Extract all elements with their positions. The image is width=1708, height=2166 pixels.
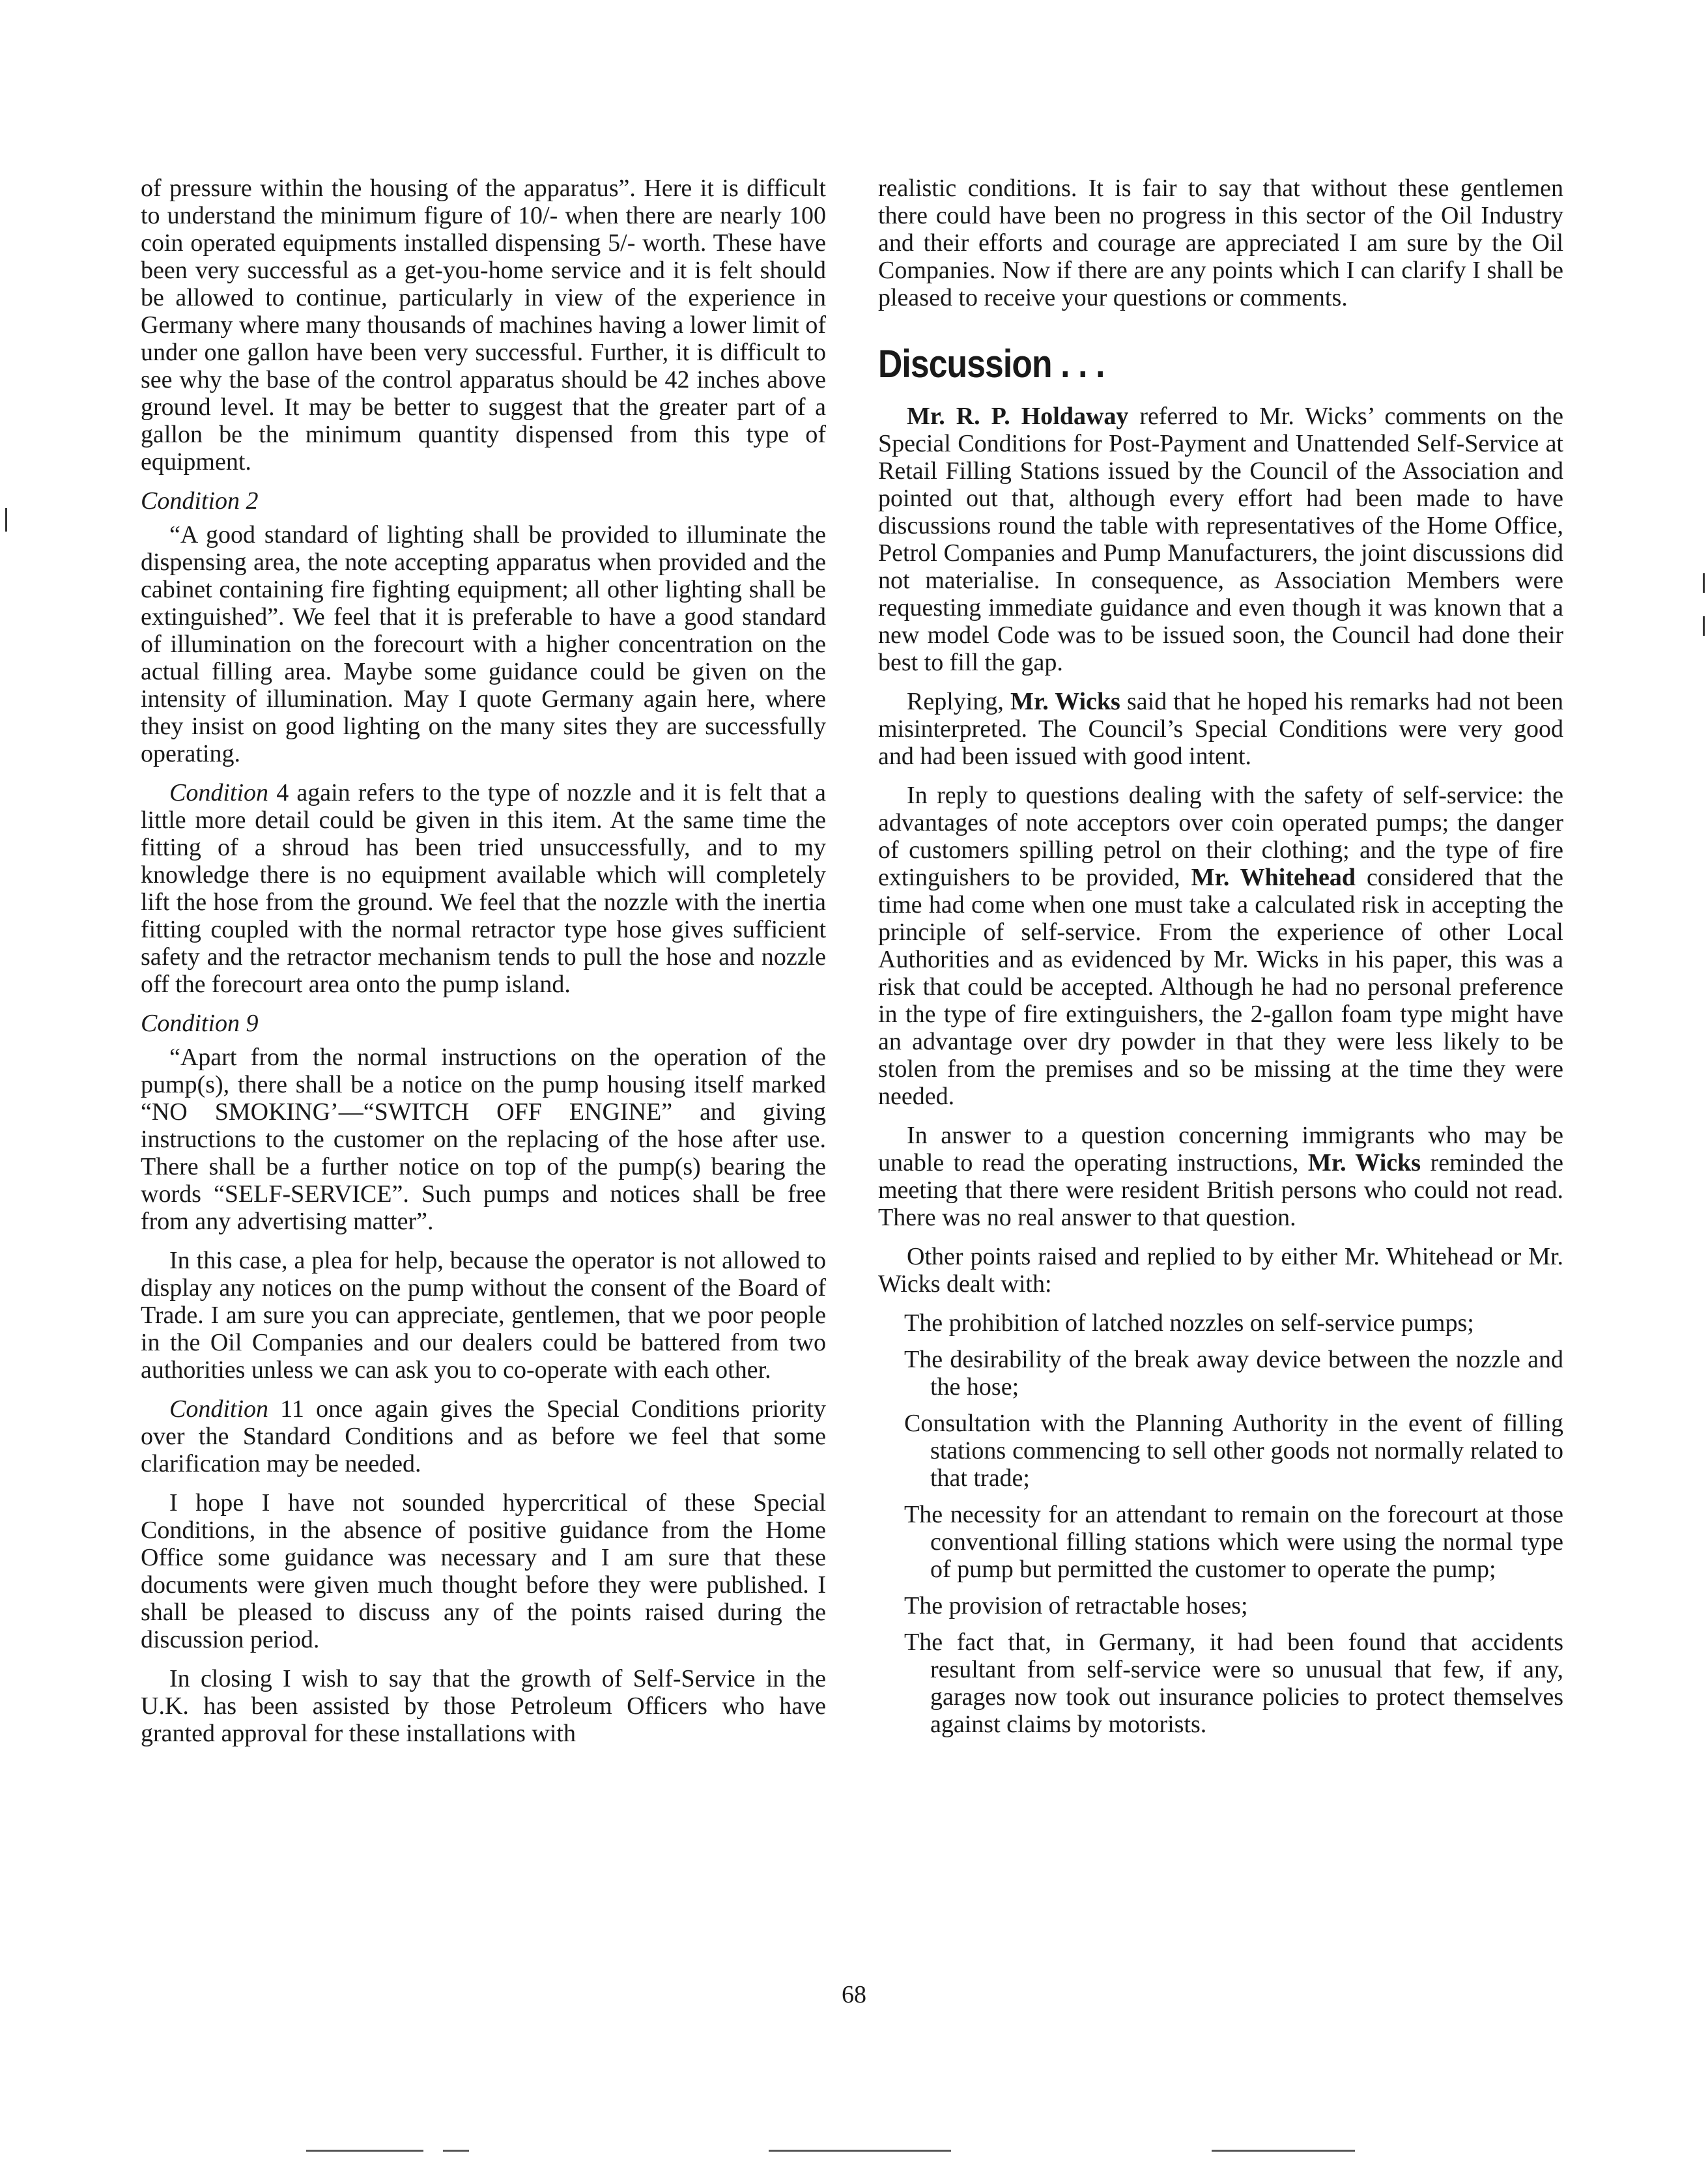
right-margin-mark bbox=[1703, 573, 1705, 593]
discussion-heading: Discussion . . . bbox=[878, 342, 1105, 386]
right-column bbox=[878, 175, 1563, 1747]
bottom-scan-rule bbox=[769, 2150, 951, 2152]
speaker-wicks: Mr. Wicks bbox=[1010, 688, 1120, 715]
right-paragraph-2 bbox=[878, 403, 1563, 676]
speaker-holdaway: Mr. R. P. Holdaway bbox=[907, 403, 1129, 430]
right-paragraph-3-start: Replying, bbox=[907, 688, 1010, 715]
left-paragraph-8: In closing I wish to say that the growth of Self-Service in the U.K. has been assisted by those Petroleum Officers who have granted approval for these installations with bbox=[141, 1665, 826, 1747]
left-paragraph-7: I hope I have not sounded hypercritical of these Special Conditions, in the absence of positive guidance from the Home Office some guidance was necessary and I am sure that these documents were given much thought before they were published. I shall be pleased to discuss any of the points raised during the discussion period. bbox=[141, 1489, 826, 1653]
condition-4-label: Condition bbox=[169, 779, 269, 806]
list-item: The desirability of the break away device between the nozzle and the hose; bbox=[904, 1346, 1563, 1401]
left-paragraph-5: In this case, a plea for help, because the operator is not allowed to display any notices on the pump without the consent of the Board of Trade. I am sure you can appreciate, gentlemen, that we poor people in the Oil Companies and our dealers could be battered from two authorities unless we can ask you to co-operate with each other. bbox=[141, 1247, 826, 1384]
bottom-scan-rule bbox=[306, 2150, 423, 2152]
right-paragraph-4 bbox=[878, 782, 1563, 1110]
left-paragraph-3-text: again refers to the type of nozzle and it is felt that a little more detail could be given in this item. At the same time the fitting of a shroud has been tried unsuccessfully, and to my knowledge there is no equipment available which will completely lift the hose from the ground. We feel that the nozzle with the inertia fitting coupled with the normal retractor type hose gives sufficient safety and the retractor mechanism tends to pull the hose and nozzle off the forecourt area onto the pump island. bbox=[141, 779, 826, 998]
list-item: The necessity for an attendant to remain on the forecourt at those conventional filling stations which were using the normal type of pump but permitted the customer to operate the pump; bbox=[904, 1501, 1563, 1583]
list-item: The fact that, in Germany, it had been found that accidents resultant from self-service were so unusual that few, if any, garages now took out insurance policies to protect themselves against claims by motorists. bbox=[904, 1629, 1563, 1738]
right-paragraph-5-start: In answer to a question concerning immigrants who may be unable to read the operating instructions, bbox=[878, 1122, 1563, 1176]
page-number: 68 bbox=[842, 1981, 866, 2008]
right-paragraph-6: Other points raised and replied to by either Mr. Whitehead or Mr. Wicks dealt with: bbox=[878, 1243, 1563, 1298]
right-paragraph-4-text: considered that the time had come when one must take a calculated risk in accepting the principle of self-service. From the experience of other Local Authorities and as evidenced by Mr. Wicks in his paper, this was a risk that could be accepted. Although he had no personal preference in the type of fire extinguishers, the 2-gallon foam type might have an advantage over dry powder in that they were less likely to be stolen from the premises and so be missing at the time they were needed. bbox=[878, 864, 1563, 1110]
bottom-scan-rule bbox=[1212, 2150, 1355, 2152]
condition-4-number: 4 bbox=[276, 779, 289, 806]
speaker-wicks-2: Mr. Wicks bbox=[1307, 1149, 1421, 1176]
list-item: The prohibition of latched nozzles on self-service pumps; bbox=[904, 1309, 1474, 1337]
right-margin-mark-2 bbox=[1703, 616, 1705, 636]
right-paragraph-1: realistic conditions. It is fair to say that without these gentlemen there could have been no progress in this sector of the Oil Industry and their efforts and courage are appreciated I am sure by the Oil Companies. Now if there are any points which I can clarify I shall be pleased to receive your questions or comments. bbox=[878, 175, 1563, 311]
left-column bbox=[141, 175, 826, 1759]
right-paragraph-3-text: said that he hoped his remarks had not been misinterpreted. The Council’s Special Conditions were very good and had been issued with good intent. bbox=[878, 688, 1564, 770]
list-item: Consultation with the Planning Authority in the event of filling stations commencing to sell other goods not normally related to that trade; bbox=[904, 1410, 1563, 1492]
right-paragraph-3 bbox=[878, 688, 1563, 770]
right-paragraph-5-text: reminded the meeting that there were resident British persons who could not read. There was no real answer to that question. bbox=[878, 1149, 1563, 1231]
left-paragraph-1: of pressure within the housing of the apparatus”. Here it is difficult to understand the minimum figure of 10/- when there are nearly 100 coin operated equipments installed dispensing 5/- worth. These have been very successful as a get-you-home service and it is felt should be allowed to continue, particularly in view of the experience in Germany where many thousands of machines having a lower limit of under one gallon have been very successful. Further, it is difficult to see why the base of the control apparatus should be 42 inches above ground level. It may be better to suggest that the greater part of a gallon be the minimum quantity dispensed from this type of equipment. bbox=[141, 175, 826, 476]
condition-11-number: 11 bbox=[280, 1395, 304, 1423]
condition-2-heading: Condition 2 bbox=[141, 487, 259, 515]
right-paragraph-5 bbox=[878, 1122, 1563, 1231]
list-item: The provision of retractable hoses; bbox=[904, 1592, 1248, 1619]
left-paragraph-2: “A good standard of lighting shall be provided to illuminate the dispensing area, the note accepting apparatus when provided and the cabinet containing fire fighting equipment; all other lighting shall be extinguished”. We feel that it is preferable to have a good standard of illumination on the forecourt with a higher concentration on the actual filling area. Maybe some guidance could be given on the intensity of illumination. May I quote Germany again here, where they insist on good lighting on the many sites they are successfully operating. bbox=[141, 521, 826, 767]
condition-9-heading: Condition 9 bbox=[141, 1010, 259, 1037]
bottom-scan-rule bbox=[443, 2150, 469, 2152]
left-paragraph-6 bbox=[141, 1395, 826, 1477]
left-paragraph-6-text: once again gives the Special Conditions priority over the Standard Conditions and as before we feel that some clarification may be needed. bbox=[141, 1395, 827, 1477]
right-paragraph-4-start: In reply to questions dealing with the safety of self-service: the advantages of note acceptors over coin operated pumps; the danger of customers spilling petrol on their clothing; and the type of fire extinguishers to be provided, bbox=[878, 782, 1563, 891]
speaker-whitehead: Mr. Whitehead bbox=[1191, 864, 1356, 891]
left-margin-mark bbox=[5, 508, 7, 532]
left-paragraph-4: “Apart from the normal instructions on the operation of the pump(s), there shall be a notice on the pump housing itself marked “NO SMOKING’—“SWITCH OFF ENGINE” and giving instructions to the customer on the replacing of the hose after use. There shall be a further notice on top of the pump(s) bearing the words “SELF-SERVICE”. Such pumps and notices shall be free from any advertising matter”. bbox=[141, 1044, 826, 1235]
condition-11-label: Condition bbox=[169, 1395, 269, 1423]
right-paragraph-2-text: referred to Mr. Wicks’ comments on the Special Conditions for Post-Payment and Unattended Self-Service at Retail Filling Stations issued by the Council of the Association and pointed out that, although every effort had been made to have discussions round the table with representatives of the Home Office, Petrol Companies and Pump Manufacturers, the joint discussions did not materialise. In consequence, as Association Members were requesting immediate guidance and even though it was known that a new model Code was to be issued soon, the Council had done their best to fill the gap. bbox=[878, 403, 1563, 676]
left-paragraph-3 bbox=[141, 779, 826, 998]
